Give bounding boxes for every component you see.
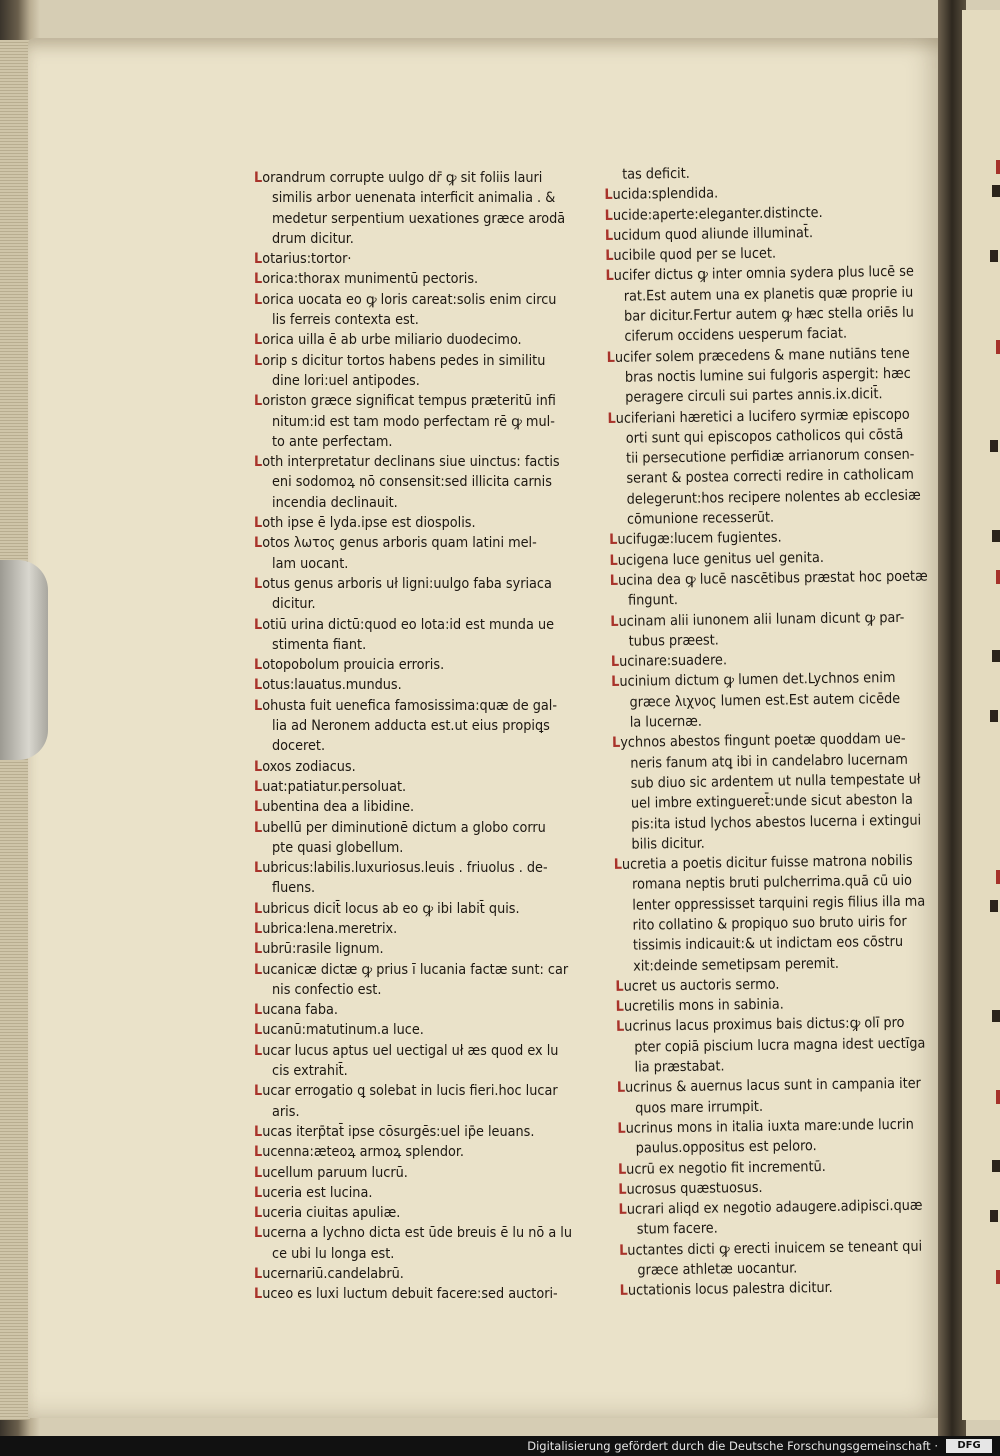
text-line: fingunt.: [627, 592, 679, 609]
facing-page-edge: [962, 10, 1000, 1420]
text-line: bras noctis lumine sui fulgoris aspergit: hæc: [624, 365, 911, 386]
entry-text: orica uocata eo ꝙ loris careat:solis enim circu: [262, 291, 557, 308]
facing-page-mark: [996, 870, 1000, 884]
rubricated-initial: L: [254, 1144, 263, 1161]
text-line: [254, 1284, 584, 1304]
text-line: [254, 269, 584, 289]
text-line: lia ad Neronem adducta est.ut eius propiꝗs: [272, 718, 550, 735]
entry-text: ucrosus quæstuosus.: [626, 1179, 763, 1198]
text-line: rat.Est autem una ex planetis quæ proprie iu: [623, 284, 914, 305]
rubricated-initial: L: [609, 552, 618, 569]
rubricated-initial: L: [254, 941, 263, 958]
entry-text: otos λωτος genus arboris quam latini mel-: [262, 535, 537, 552]
text-line: lam uocant.: [272, 555, 349, 572]
rubricated-initial: L: [617, 1120, 626, 1137]
text-line: [254, 249, 584, 269]
rubricated-initial: L: [254, 860, 263, 877]
text-line: [254, 655, 584, 675]
facing-page-mark: [992, 1010, 1000, 1022]
rubricated-initial: L: [254, 535, 263, 552]
facing-page-mark: [996, 1090, 1000, 1104]
rubricated-initial: L: [254, 657, 263, 674]
text-line: [254, 1183, 584, 1203]
rubricated-initial: L: [615, 978, 624, 995]
entry-text: ubrica:lena.meretrix.: [262, 920, 398, 937]
book-clip: [0, 560, 48, 760]
entry-text: ucigena luce genitus uel genita.: [617, 549, 824, 569]
text-line: græce λιχνος lumen est.Est autem cicēde: [629, 690, 901, 711]
entry-text: ucrari aliqd ex negotio adaugere.adipisci.quæ: [626, 1197, 923, 1218]
rubricated-initial: L: [254, 515, 263, 532]
rubricated-initial: L: [609, 532, 618, 549]
facing-page-mark: [996, 1270, 1000, 1284]
entry-text: ucidum quod aliunde illuminat̄.: [613, 224, 814, 244]
rubricated-initial: L: [254, 1123, 263, 1140]
text-line: dicitur.: [272, 596, 316, 613]
rubricated-initial: L: [254, 1022, 263, 1039]
entry-text: ucerna a lychno dicta est ūde breuis ē lu nō a lu: [262, 1225, 573, 1242]
entry-text: otiū urina dictū:quod eo lota:id est munda ue: [262, 616, 555, 633]
text-line: aris.: [272, 1103, 300, 1120]
entry-text: uctantes dicti ꝙ erecti inuicem se teneant qui: [627, 1238, 923, 1259]
text-line: tubus præest.: [628, 632, 719, 650]
rubricated-initial: L: [254, 697, 263, 714]
text-line: græce athletæ uocantur.: [637, 1260, 798, 1279]
entry-text: uceo es luxi luctum debuit facere:sed auctori-: [262, 1286, 558, 1303]
text-line: neris fanum atꝗ ibi in candelabro lucernam: [630, 751, 908, 772]
text-line: [254, 1223, 584, 1243]
rubricated-initial: L: [605, 268, 614, 285]
text-line: ciferum occidens uesperum faciat.: [624, 325, 848, 346]
text-line: to ante perfectam.: [272, 433, 393, 450]
facing-page-mark: [992, 185, 1000, 197]
entry-text: ucifugæ:lucem fugientes.: [617, 529, 782, 549]
text-line: bar dicitur.Fertur autem ꝙ hæc stella oriēs lu: [624, 304, 914, 325]
entry-text: ucinam alii iunonem alii lunam dicunt ꝙ par-: [618, 609, 905, 630]
text-line: [254, 818, 584, 838]
rubricated-initial: L: [254, 1042, 263, 1059]
entry-text: otus genus arboris uł ligni:uulgo faba syriaca: [262, 575, 552, 592]
text-line: tas deficit.: [622, 165, 690, 183]
text-line: [254, 1122, 584, 1142]
entry-text: ubellū per diminutionē dictum a globo corru: [262, 819, 546, 836]
text-line: quos mare irrumpit.: [635, 1098, 764, 1117]
text-line: [254, 391, 584, 411]
rubricated-initial: L: [604, 207, 614, 224]
text-line: delegerunt:hos recipere nolentes ab ecclesiæ: [626, 487, 921, 508]
entry-text: oriston græce significat tempus præteritū infi: [262, 393, 556, 410]
entry-text: orip s dicitur tortos habens pedes in similitu: [262, 352, 546, 369]
entry-text: ucida:splendida.: [612, 185, 719, 204]
text-line: ce ubi lu longa est.: [272, 1245, 395, 1262]
facing-page-mark: [992, 530, 1000, 542]
rubricated-initial: L: [254, 900, 263, 917]
text-line: paulus.oppositus est peloro.: [635, 1138, 817, 1157]
footer-credit: Digitalisierung gefördert durch die Deutsche Forschungsgemeinschaft ·: [527, 1439, 938, 1453]
rubricated-initial: L: [254, 961, 263, 978]
rubricated-initial: L: [254, 1164, 263, 1181]
rubricated-initial: L: [619, 1242, 628, 1259]
text-line: dine lori:uel antipodes.: [272, 372, 420, 389]
text-line: medetur serpentium uexationes græce arodā: [272, 210, 566, 227]
footer-bar: [0, 1436, 1000, 1456]
entry-text: ucinare:suadere.: [619, 652, 728, 670]
entry-text: uceria ciuitas apuliæ.: [262, 1205, 401, 1222]
dfg-logo: DFG: [946, 1439, 992, 1453]
rubricated-initial: L: [615, 1019, 625, 1036]
rubricated-initial: L: [615, 998, 625, 1016]
rubricated-initial: L: [254, 575, 263, 592]
text-line: tii persecutione perfidiæ arrianorum consen-: [625, 446, 915, 467]
facing-page-mark: [996, 160, 1000, 174]
rubricated-initial: L: [254, 1083, 263, 1100]
text-line: stum facere.: [636, 1220, 718, 1239]
entry-text: ucifer solem præcedens & mane nutiāns tene: [614, 345, 910, 366]
text-line: [254, 330, 584, 350]
rubricated-initial: L: [254, 454, 263, 471]
text-line: lia præstabat.: [634, 1058, 725, 1076]
text-line: [254, 452, 584, 472]
rubricated-initial: L: [605, 248, 614, 265]
text-line: [254, 615, 584, 635]
rubricated-initial: L: [617, 1161, 627, 1178]
entry-text: oxos zodiacus.: [262, 758, 356, 775]
text-line: [254, 899, 584, 919]
text-line: drum dicitur.: [272, 230, 354, 247]
text-line: fluens.: [272, 880, 316, 897]
text-line: orti sunt qui episcopos catholicos qui cōstā: [625, 426, 904, 447]
text-line: [254, 533, 584, 553]
facing-page-mark: [990, 440, 998, 452]
text-line: xit:deinde semetipsam peremit.: [633, 955, 840, 975]
facing-page-mark: [996, 570, 1000, 584]
rubricated-initial: L: [606, 349, 616, 366]
entry-text: ubentina dea a libidine.: [262, 799, 415, 816]
text-line: [254, 777, 584, 797]
text-line: [254, 1041, 584, 1061]
entry-text: orandrum corrupte uulgo dr̄ ꝙ sit foliis lauri: [262, 170, 543, 186]
text-line: [254, 939, 584, 959]
rubricated-initial: L: [254, 819, 263, 836]
entry-text: orica:thorax munimentū pectoris.: [262, 271, 479, 288]
entry-text: otus:lauatus.mundus.: [262, 677, 402, 694]
text-line: [254, 858, 584, 878]
text-line: [254, 574, 584, 594]
text-line: rito collatino & propiquo suo bruto uiris for: [632, 913, 907, 934]
facing-page-mark: [990, 900, 998, 912]
entry-text: ucrinus mons in italia iuxta mare:unde lucrin: [625, 1116, 914, 1137]
rubricated-initial: L: [609, 572, 619, 589]
entry-text: uceria est lucina.: [262, 1184, 373, 1201]
text-line: lis ferreis contexta est.: [272, 312, 419, 329]
entry-text: ucana faba.: [262, 1002, 338, 1019]
text-line: [254, 757, 584, 777]
entry-text: ucar lucus aptus uel uectigal uł æs quod ex lu: [262, 1042, 559, 1059]
entry-text: ubricus dicit̄ locus ab eo ꝙ ibi labit̄ quis.: [262, 900, 520, 917]
text-line: romana neptis bruti pulcherrima.quā cū uio: [631, 873, 913, 894]
text-line: [254, 960, 584, 980]
entry-text: ucina dea ꝙ lucē nascētibus præstat hoc poetæ: [617, 568, 928, 589]
rubricated-initial: L: [254, 271, 263, 288]
text-line: stimenta fiant.: [272, 636, 367, 653]
text-line: [254, 290, 584, 310]
entry-text: ucellum paruum lucrū.: [262, 1164, 408, 1181]
entry-text: ucrinus & auernus lacus sunt in campania iter: [624, 1076, 922, 1097]
text-line: la lucernæ.: [629, 713, 703, 731]
rubricated-initial: L: [254, 1266, 263, 1283]
rubricated-initial: L: [254, 1002, 263, 1019]
text-line: lenter oppressisset tarquini regis filius illa ma: [632, 893, 926, 914]
facing-page-mark: [990, 710, 998, 722]
rubricated-initial: L: [254, 799, 263, 816]
rubricated-initial: L: [610, 613, 619, 630]
facing-page-mark: [990, 250, 998, 262]
text-line: [254, 1264, 584, 1284]
entry-text: oth interpretatur declinans siue uinctus: factis: [262, 454, 560, 471]
rubricated-initial: L: [619, 1283, 629, 1300]
rubricated-initial: L: [254, 920, 263, 937]
entry-text: ucas iterp̄tat̄ ipse cōsurgēs:uel ip̄e leuans.: [262, 1123, 535, 1140]
text-line: nis confectio est.: [272, 981, 382, 998]
text-line: [254, 351, 584, 371]
rubricated-initial: L: [254, 758, 263, 775]
entry-text: ucrū ex negotio fit incrementū.: [626, 1158, 826, 1178]
entry-text: ucifer dictus ꝙ inter omnia sydera plus lucē se: [613, 264, 914, 285]
entry-text: ucret us auctoris sermo.: [623, 976, 780, 995]
text-line: [254, 1081, 584, 1101]
text-line: [254, 919, 584, 939]
entry-text: oth ipse ē lyda.ipse est diospolis.: [262, 515, 476, 532]
rubricated-initial: L: [254, 1184, 263, 1201]
entry-text: ohusta fuit uenefica famosissima:quæ de gal-: [262, 697, 558, 714]
entry-text: ucibile quod per se lucet.: [613, 245, 777, 265]
text-column-right: [604, 160, 950, 1301]
text-line: [254, 1163, 584, 1183]
entry-text: uctationis locus palestra dicitur.: [627, 1280, 833, 1300]
rubricated-initial: L: [611, 735, 621, 752]
facing-page-mark: [992, 650, 1000, 662]
facing-page-mark: [990, 1210, 998, 1222]
rubricated-initial: L: [254, 1225, 263, 1242]
rubricated-initial: L: [254, 778, 263, 795]
rubricated-initial: L: [618, 1201, 627, 1219]
rubricated-initial: L: [254, 251, 263, 268]
entry-text: ubricus:labilis.luxuriosus.leuis . friuolus . de-: [262, 860, 548, 877]
entry-text: ucretilis mons in sabinia.: [623, 996, 784, 1015]
entry-text: ucar errogatio ꝗ solebat in lucis fieri.hoc lucar: [262, 1083, 558, 1100]
text-line: eni sodomoꝝ nō consensit:sed illicita carnis: [272, 474, 552, 491]
entry-text: uciferiani hæretici a lucifero syrmiæ episcopo: [615, 406, 910, 427]
rubricated-initial: L: [254, 393, 263, 410]
text-line: pis:ita istud lychos abestos lucerna i extingui: [631, 812, 922, 833]
text-line: cōmunione recesserūt.: [626, 509, 775, 528]
text-line: [254, 1020, 584, 1040]
entry-text: ucrinus lacus proximus bais dictus:ꝙ olī pro: [624, 1015, 905, 1036]
rubricated-initial: L: [618, 1181, 627, 1198]
text-line: similis arbor uenenata interficit animalia . &: [272, 190, 556, 207]
rubricated-initial: L: [604, 227, 614, 244]
text-line: doceret.: [272, 738, 326, 755]
text-line: nitum:id est tam modo perfectam rē ꝙ mul-: [272, 413, 555, 430]
rubricated-initial: L: [254, 170, 263, 186]
rubricated-initial: L: [254, 291, 263, 308]
text-line: [254, 696, 584, 716]
text-line: peragere circuli sui partes annis.ix.dicit̄.: [625, 386, 883, 406]
rubricated-initial: L: [254, 352, 263, 369]
text-line: pter copiā piscium lucra magna idest uectīga: [634, 1035, 926, 1056]
text-line: uel imbre extingueret̄:unde sicut abeston la: [630, 791, 913, 812]
entry-text: uat:patiatur.persoluat.: [262, 778, 407, 795]
rubricated-initial: L: [604, 187, 613, 204]
rubricated-initial: L: [254, 616, 263, 633]
entry-text: ubrū:rasile lignum.: [262, 941, 384, 958]
entry-text: ucinium dictum ꝙ lumen det.Lychnos enim: [619, 670, 896, 691]
entry-text: ucernariū.candelabrū.: [262, 1266, 404, 1283]
entry-text: otopobolum prouicia erroris.: [262, 657, 445, 674]
entry-text: orica uilla ē ab urbe miliario duodecimo.: [262, 332, 522, 349]
rubricated-initial: L: [254, 1205, 263, 1222]
text-line: pte quasi globellum.: [272, 839, 404, 856]
text-line: incendia declinauit.: [272, 494, 398, 511]
entry-text: ucanū:matutinum.a luce.: [262, 1022, 424, 1039]
text-line: bilis dicitur.: [631, 835, 705, 853]
entry-text: ychnos abestos fingunt poetæ quoddam ue-: [620, 731, 906, 752]
text-line: serant & postea correcti redire in catholicam: [626, 467, 915, 488]
text-line: [254, 1142, 584, 1162]
text-column-left: [254, 168, 584, 1305]
text-line: [254, 513, 584, 533]
entry-text: ucretia a poetis dicitur fuisse matrona nobilis: [621, 852, 913, 873]
entry-text: ucide:aperte:eleganter.distincte.: [612, 204, 823, 224]
entry-text: otarius:tortor·: [262, 251, 352, 268]
rubricated-initial: L: [613, 856, 623, 874]
rubricated-initial: L: [254, 1286, 263, 1303]
text-line: [254, 168, 584, 188]
rubricated-initial: L: [611, 674, 620, 691]
text-line: tissimis indicauit:& ut indictam eos cōstru: [632, 934, 904, 954]
rubricated-initial: L: [607, 410, 616, 427]
entry-text: ucenna:æteoꝝ armoꝝ splendor.: [262, 1144, 464, 1161]
text-line: [254, 1203, 584, 1223]
rubricated-initial: L: [610, 653, 620, 671]
text-line: cis extrahit̄.: [272, 1063, 348, 1080]
rubricated-initial: L: [254, 332, 263, 349]
entry-text: ucanicæ dictæ ꝙ prius ī lucania factæ sunt: car: [262, 961, 569, 978]
facing-page-mark: [996, 340, 1000, 354]
text-line: [254, 797, 584, 817]
text-line: [254, 675, 584, 695]
text-line: [254, 1000, 584, 1020]
text-line: sub diuo sic ardentem ut nulla tempestate uł: [630, 771, 921, 792]
facing-page-mark: [992, 1160, 1000, 1172]
rubricated-initial: L: [616, 1080, 626, 1097]
rubricated-initial: L: [254, 677, 263, 694]
